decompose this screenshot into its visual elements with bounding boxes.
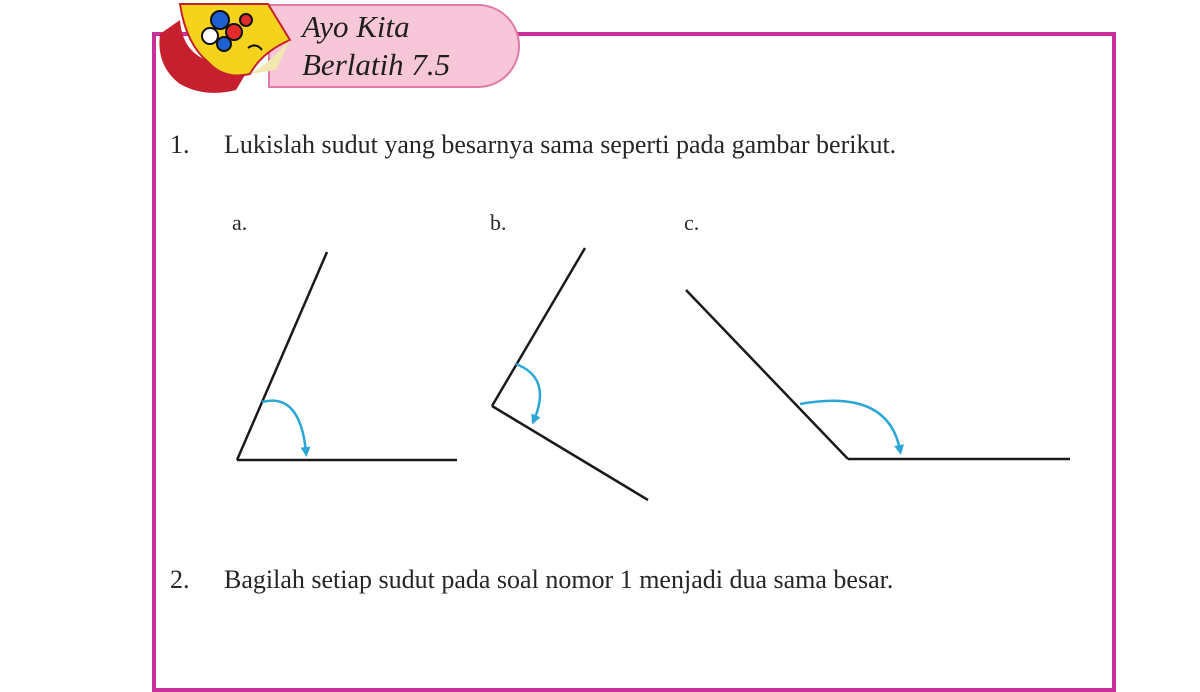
banner-title-line1: Ayo Kita [302,9,410,44]
question-2-number: 2. [170,565,190,594]
angle-b [492,248,648,500]
angle-c-slant-ray [686,290,848,459]
figure-c-label: c. [684,210,700,235]
angle-b-arc-arrow [516,364,540,420]
angle-b-lower-ray [492,406,648,500]
question-1-number: 1. [170,130,190,159]
angle-a-arc-arrow [262,401,306,452]
question-2 [170,565,1070,597]
question-1-text: Lukislah sudut yang besarnya sama seperti pada gambar berikut. [224,130,897,159]
angle-a-slant-ray [237,252,327,460]
figure-a-label: a. [232,210,248,235]
question-2-text: Bagilah setiap sudut pada soal nomor 1 menjadi dua sama besar. [224,565,894,594]
angle-a [237,252,457,460]
figure-b-label: b. [490,210,507,235]
angle-c [686,290,1070,459]
banner-title-line2: Berlatih 7.5 [302,47,451,82]
